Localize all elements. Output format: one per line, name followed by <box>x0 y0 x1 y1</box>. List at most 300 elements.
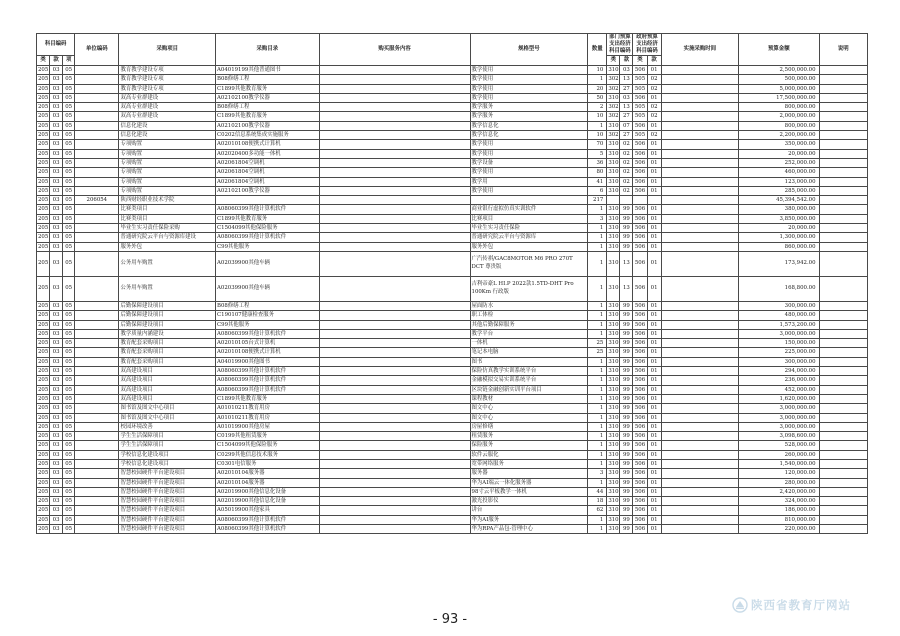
cell-qty: 10 <box>588 112 607 121</box>
cell-unit-code <box>75 441 119 450</box>
cell-service-content <box>319 75 470 84</box>
cell-project: 专项购置 <box>119 140 216 149</box>
cell-qty: 1 <box>588 404 607 413</box>
cell-dept-kuan <box>620 196 633 205</box>
table-row <box>37 525 868 534</box>
cell-amount: 2,000,000.00 <box>739 112 819 121</box>
cell-gov-kuan: 01 <box>647 205 661 214</box>
cell-qty: 1 <box>588 432 607 441</box>
cell-project: 专项购置 <box>119 177 216 186</box>
cell-gov-cat: 506 <box>634 377 646 384</box>
cell-project: 比赛类项目 <box>119 205 216 214</box>
cell-cat: 205 <box>38 132 49 139</box>
cell-xiang: 05 <box>63 112 75 121</box>
table-row <box>37 84 868 93</box>
cell-unit-code <box>75 224 119 233</box>
cell-unit-code <box>75 376 119 385</box>
cell-impl-time <box>661 214 738 223</box>
table-row <box>37 196 868 205</box>
cell-spec: 教学使用 <box>470 84 588 93</box>
cell-note <box>819 478 867 487</box>
cell-service-content <box>319 515 470 524</box>
cell-spec: 教学信息化 <box>470 131 588 140</box>
cell-kuan: 03 <box>50 301 63 310</box>
cell-catalog: C1899其他教育服务 <box>216 394 320 403</box>
cell-note <box>819 168 867 177</box>
cell-amount: 3,000,000.00 <box>739 413 819 422</box>
cell-service-content <box>319 367 470 376</box>
cell-unit-code <box>75 459 119 468</box>
cell-catalog: C1899其他教育服务 <box>216 84 320 93</box>
cell-gov-kuan: 01 <box>647 506 661 515</box>
table-row <box>37 385 868 394</box>
cell-note <box>819 224 867 233</box>
cell-qty: 1 <box>588 320 607 329</box>
cell-gov-cat: 505 <box>634 104 646 111</box>
cell-dept-kuan: 27 <box>620 112 633 121</box>
cell-service-content <box>319 168 470 177</box>
header-impl-time: 实施采购时间 <box>661 34 738 66</box>
cell-gov-cat: 506 <box>634 243 646 250</box>
cell-catalog: C0202信息系统集成实施服务 <box>216 131 320 140</box>
cell-spec: 保险服务 <box>470 441 588 450</box>
cell-kuan: 03 <box>50 376 63 385</box>
cell-cat: 205 <box>38 498 49 505</box>
header-kuan: 款 <box>50 56 63 66</box>
cell-qty: 1 <box>588 515 607 524</box>
cell-xiang: 05 <box>63 385 75 394</box>
cell-unit-code <box>75 413 119 422</box>
cell-dept-cat: 310 <box>607 276 620 301</box>
cell-kuan: 03 <box>50 251 63 276</box>
cell-cat: 205 <box>38 423 49 430</box>
cell-project: 后勤保障建设项目 <box>119 311 216 320</box>
cell-gov-kuan: 02 <box>647 131 661 140</box>
cell-gov-kuan: 01 <box>647 233 661 242</box>
cell-note <box>819 497 867 506</box>
cell-unit-code <box>75 121 119 130</box>
cell-kuan: 03 <box>50 478 63 487</box>
cell-impl-time <box>661 276 738 301</box>
cell-amount: 324,000.00 <box>739 497 819 506</box>
cell-cat: 205 <box>38 225 49 232</box>
cell-catalog: A02061804空调机 <box>216 177 320 186</box>
table-row <box>37 450 868 459</box>
header-service-content: 购买服务内容 <box>319 34 470 66</box>
cell-dept-cat: 310 <box>608 488 619 495</box>
cell-cat: 205 <box>38 451 49 458</box>
cell-kuan: 03 <box>50 311 63 320</box>
cell-impl-time <box>661 196 738 205</box>
cell-gov-kuan: 01 <box>647 525 661 534</box>
cell-project: 教育配套采购项目 <box>119 357 216 366</box>
cell-qty: 18 <box>588 497 607 506</box>
header-catalog: 采购目录 <box>216 34 320 66</box>
cell-amount: 810,000.00 <box>739 515 819 524</box>
cell-impl-time <box>661 75 738 84</box>
cell-gov-cat <box>633 196 647 205</box>
cell-amount: 1,540,000.00 <box>739 459 819 468</box>
cell-dept-cat: 310 <box>608 122 619 129</box>
cell-dept-kuan: 99 <box>620 348 633 357</box>
table-row <box>37 301 868 310</box>
cell-dept-cat: 310 <box>608 159 619 166</box>
cell-kuan: 03 <box>50 84 63 93</box>
cell-dept-cat: 310 <box>608 321 619 328</box>
cell-cat: 205 <box>38 187 49 194</box>
table-row <box>37 75 868 84</box>
cell-gov-kuan: 01 <box>647 339 661 348</box>
cell-impl-time <box>661 339 738 348</box>
cell-cat: 205 <box>38 377 49 384</box>
cell-dept-cat: 302 <box>608 104 619 111</box>
cell-unit-code <box>75 214 119 223</box>
cell-project: 图书馆及图文中心项目 <box>119 413 216 422</box>
cell-kuan: 03 <box>50 224 63 233</box>
table-row <box>37 478 868 487</box>
cell-amount: 3,000,000.00 <box>739 422 819 431</box>
cell-impl-time <box>661 121 738 130</box>
cell-gov-cat: 506 <box>634 358 646 365</box>
cell-amount: 20,000.00 <box>739 149 819 158</box>
cell-note <box>819 214 867 223</box>
cell-gov-kuan: 01 <box>647 385 661 394</box>
cell-unit-code <box>75 131 119 140</box>
cell-unit-code <box>75 450 119 459</box>
cell-spec: 保险仿真教学实训系统平台 <box>470 367 588 376</box>
cell-note <box>819 329 867 338</box>
cell-impl-time <box>661 311 738 320</box>
cell-cat: 205 <box>38 178 49 185</box>
cell-catalog: A02061804空调机 <box>216 158 320 167</box>
cell-catalog: C0199其他租赁服务 <box>216 432 320 441</box>
cell-qty: 1 <box>588 478 607 487</box>
header-project: 采购项目 <box>119 34 216 66</box>
cell-dept-kuan: 99 <box>620 214 633 223</box>
cell-unit-code <box>75 432 119 441</box>
cell-cat: 205 <box>38 358 49 365</box>
cell-amount: 5,000,000.00 <box>739 84 819 93</box>
cell-impl-time <box>661 301 738 310</box>
cell-catalog: A02102100教学仪器 <box>216 186 320 195</box>
cell-impl-time <box>661 186 738 195</box>
cell-xiang: 05 <box>63 339 75 348</box>
table-row <box>37 459 868 468</box>
cell-impl-time <box>661 320 738 329</box>
cell-unit-code <box>75 367 119 376</box>
table-row <box>37 186 868 195</box>
cell-catalog: C1899其他教育服务 <box>216 214 320 223</box>
cell-gov-cat: 506 <box>634 122 646 129</box>
cell-service-content <box>319 450 470 459</box>
cell-gov-cat: 506 <box>634 67 646 73</box>
cell-gov-kuan: 01 <box>647 515 661 524</box>
cell-impl-time <box>661 441 738 450</box>
cell-qty: 1 <box>588 422 607 431</box>
cell-cat: 205 <box>38 104 49 111</box>
cell-service-content <box>319 301 470 310</box>
cell-xiang: 05 <box>63 224 75 233</box>
cell-note <box>819 385 867 394</box>
cell-kuan: 03 <box>50 93 63 102</box>
table-row <box>37 404 868 413</box>
cell-spec: 教学使用 <box>470 75 588 84</box>
cell-impl-time <box>661 66 738 75</box>
cell-note <box>819 367 867 376</box>
cell-gov-cat: 506 <box>634 423 646 430</box>
cell-cat: 205 <box>38 507 49 514</box>
cell-dept-cat: 310 <box>608 225 619 232</box>
cell-spec: 教学使用 <box>470 140 588 149</box>
cell-gov-kuan: 01 <box>647 177 661 186</box>
cell-impl-time <box>661 525 738 534</box>
cell-amount: 280,000.00 <box>739 478 819 487</box>
cell-dept-kuan: 99 <box>620 242 633 251</box>
cell-catalog: C99其他服务 <box>216 320 320 329</box>
header-dept-kuan: 款 <box>620 56 633 66</box>
cell-note <box>819 205 867 214</box>
cell-spec: 毕业生实习责任保险 <box>470 224 588 233</box>
cell-dept-cat: 310 <box>608 178 619 185</box>
cell-gov-kuan: 01 <box>647 450 661 459</box>
cell-dept-kuan: 13 <box>620 103 633 112</box>
cell-service-content <box>319 84 470 93</box>
table-row <box>37 131 868 140</box>
cell-service-content <box>319 242 470 251</box>
cell-service-content <box>319 348 470 357</box>
cell-gov-cat: 506 <box>634 169 646 176</box>
cell-qty: 1 <box>588 75 607 84</box>
cell-spec: 华为RPA产品包-管理中心 <box>470 525 588 534</box>
cell-dept-cat: 310 <box>608 470 619 477</box>
cell-gov-kuan: 01 <box>647 478 661 487</box>
cell-dept-kuan: 99 <box>620 459 633 468</box>
cell-unit-code <box>75 186 119 195</box>
cell-dept-cat: 310 <box>608 479 619 486</box>
cell-note <box>819 432 867 441</box>
cell-gov-cat: 506 <box>634 414 646 421</box>
cell-cat: 205 <box>38 526 49 533</box>
cell-kuan: 03 <box>50 168 63 177</box>
procurement-budget-table <box>36 33 868 534</box>
cell-kuan: 03 <box>50 320 63 329</box>
cell-xiang: 05 <box>63 251 75 276</box>
cell-catalog: C1899其他教育服务 <box>216 112 320 121</box>
cell-dept-cat: 310 <box>608 234 619 241</box>
cell-unit-code <box>75 177 119 186</box>
cell-gov-cat: 506 <box>633 276 647 301</box>
cell-gov-kuan: 01 <box>647 121 661 130</box>
cell-xiang: 05 <box>63 320 75 329</box>
cell-impl-time <box>661 131 738 140</box>
cell-qty: 10 <box>588 131 607 140</box>
cell-catalog: A02102100教学仪器 <box>216 93 320 102</box>
header-spec: 规格型号 <box>470 34 588 66</box>
cell-catalog: B08修缮工程 <box>216 103 320 112</box>
cell-dept-cat: 310 <box>608 405 619 412</box>
table-row <box>37 515 868 524</box>
cell-gov-kuan: 01 <box>647 422 661 431</box>
table-row <box>37 251 868 276</box>
cell-impl-time <box>661 224 738 233</box>
cell-qty: 80 <box>588 168 607 177</box>
cell-qty: 6 <box>588 186 607 195</box>
cell-project: 智慧校园硬件平台建设项目 <box>119 497 216 506</box>
cell-gov-kuan: 01 <box>647 149 661 158</box>
cell-service-content <box>319 149 470 158</box>
cell-xiang: 05 <box>63 357 75 366</box>
cell-qty: 1 <box>588 394 607 403</box>
cell-project: 信息化建设 <box>119 131 216 140</box>
cell-catalog: C1504099其他保险服务 <box>216 224 320 233</box>
table-row <box>37 93 868 102</box>
cell-note <box>819 413 867 422</box>
cell-dept-cat: 310 <box>608 507 619 514</box>
cell-spec: 教学服务 <box>470 103 588 112</box>
cell-qty: 1 <box>588 233 607 242</box>
cell-service-content <box>319 214 470 223</box>
cell-cat: 205 <box>38 340 49 347</box>
cell-gov-kuan: 01 <box>647 158 661 167</box>
cell-catalog <box>216 196 320 205</box>
cell-spec: 激光投影仪 <box>470 497 588 506</box>
cell-amount: 45,394,542.00 <box>739 196 819 205</box>
cell-project: 教育教学建设专项 <box>119 75 216 84</box>
cell-project: 智慧校园硬件平台建设项目 <box>119 469 216 478</box>
cell-spec: 课程教材 <box>470 394 588 403</box>
cell-kuan: 03 <box>50 497 63 506</box>
cell-project: 智慧校园硬件平台建设项目 <box>119 478 216 487</box>
cell-unit-code <box>75 140 119 149</box>
cell-dept-kuan: 02 <box>620 140 633 149</box>
cell-xiang: 05 <box>63 404 75 413</box>
cell-kuan: 03 <box>50 149 63 158</box>
page-number: - 93 - <box>432 612 468 627</box>
cell-spec: 华为AI服务 <box>470 515 588 524</box>
cell-unit-code <box>75 84 119 93</box>
cell-gov-kuan: 01 <box>647 301 661 310</box>
cell-catalog: C1504099其他保险服务 <box>216 441 320 450</box>
cell-amount: 350,000.00 <box>739 140 819 149</box>
cell-dept-kuan: 99 <box>620 311 633 320</box>
cell-kuan: 03 <box>50 348 63 357</box>
cell-spec: 教学信息化 <box>470 121 588 130</box>
cell-amount: 225,000.00 <box>739 348 819 357</box>
cell-xiang: 05 <box>63 459 75 468</box>
table-row <box>37 339 868 348</box>
cell-gov-cat: 506 <box>634 215 646 222</box>
cell-gov-cat: 506 <box>634 395 646 402</box>
cell-gov-kuan: 01 <box>647 376 661 385</box>
education-emblem-icon <box>732 597 748 613</box>
cell-qty: 62 <box>588 506 607 515</box>
cell-xiang: 05 <box>63 311 75 320</box>
table-row <box>37 487 868 496</box>
cell-impl-time <box>661 168 738 177</box>
cell-project: 公务用车购置 <box>119 276 216 301</box>
cell-amount: 294,000.00 <box>739 367 819 376</box>
cell-cat: 205 <box>38 395 49 402</box>
cell-dept-cat: 310 <box>608 215 619 222</box>
cell-impl-time <box>661 506 738 515</box>
cell-unit-code <box>75 301 119 310</box>
cell-dept-cat: 302 <box>608 85 619 92</box>
cell-project: 智慧校园硬件平台建设项目 <box>119 506 216 515</box>
cell-impl-time <box>661 158 738 167</box>
cell-note <box>819 276 867 301</box>
header-xiang: 项 <box>63 56 75 66</box>
cell-note <box>819 339 867 348</box>
cell-kuan: 03 <box>50 422 63 431</box>
cell-cat: 205 <box>38 330 49 337</box>
cell-xiang: 05 <box>63 329 75 338</box>
cell-project: 双高专业群建设 <box>119 93 216 102</box>
cell-dept-kuan: 13 <box>620 276 633 301</box>
table-row <box>37 66 868 75</box>
cell-gov-cat: 506 <box>634 187 646 194</box>
cell-xiang: 05 <box>63 450 75 459</box>
cell-impl-time <box>661 367 738 376</box>
cell-xiang: 05 <box>63 301 75 310</box>
cell-spec: 一体机 <box>470 339 588 348</box>
table-row <box>37 149 868 158</box>
cell-gov-kuan: 01 <box>647 404 661 413</box>
cell-unit-code <box>75 205 119 214</box>
cell-gov-cat: 506 <box>634 451 646 458</box>
cell-service-content <box>319 205 470 214</box>
cell-service-content <box>319 497 470 506</box>
cell-cat: 205 <box>38 321 49 328</box>
cell-xiang: 05 <box>63 497 75 506</box>
cell-amount: 3,850,000.00 <box>739 214 819 223</box>
cell-kuan: 03 <box>50 413 63 422</box>
cell-cat: 205 <box>38 67 49 73</box>
cell-gov-cat: 506 <box>634 312 646 319</box>
cell-project: 教育教学建设专项 <box>119 66 216 75</box>
table-row <box>37 140 868 149</box>
cell-note <box>819 75 867 84</box>
cell-project: 智慧校园硬件平台建设项目 <box>119 525 216 534</box>
table-row <box>37 329 868 338</box>
header-dept-econ-code: 部门预算支出经济科目编码 <box>607 34 633 56</box>
cell-qty: 70 <box>588 140 607 149</box>
cell-gov-kuan: 01 <box>647 66 661 75</box>
table-row <box>37 497 868 506</box>
cell-xiang: 05 <box>63 140 75 149</box>
cell-gov-kuan: 02 <box>647 112 661 121</box>
cell-gov-cat: 505 <box>634 85 646 92</box>
cell-impl-time <box>661 478 738 487</box>
cell-cat: 205 <box>38 206 49 213</box>
cell-dept-kuan: 99 <box>620 515 633 524</box>
cell-gov-cat: 506 <box>634 178 646 185</box>
cell-note <box>819 158 867 167</box>
cell-dept-kuan: 02 <box>620 168 633 177</box>
cell-dept-kuan: 99 <box>620 339 633 348</box>
cell-gov-cat: 505 <box>634 76 646 83</box>
cell-dept-kuan: 99 <box>620 233 633 242</box>
cell-note <box>819 515 867 524</box>
cell-spec: 房屋修缮 <box>470 422 588 431</box>
table-row <box>37 233 868 242</box>
cell-cat: 205 <box>38 405 49 412</box>
cell-project: 学生生活保障项目 <box>119 441 216 450</box>
cell-catalog: A05019900其他家具 <box>216 506 320 515</box>
cell-unit-code <box>75 385 119 394</box>
cell-gov-cat: 506 <box>634 94 646 101</box>
header-dept-cat: 类 <box>607 56 620 66</box>
cell-project: 专项购置 <box>119 186 216 195</box>
